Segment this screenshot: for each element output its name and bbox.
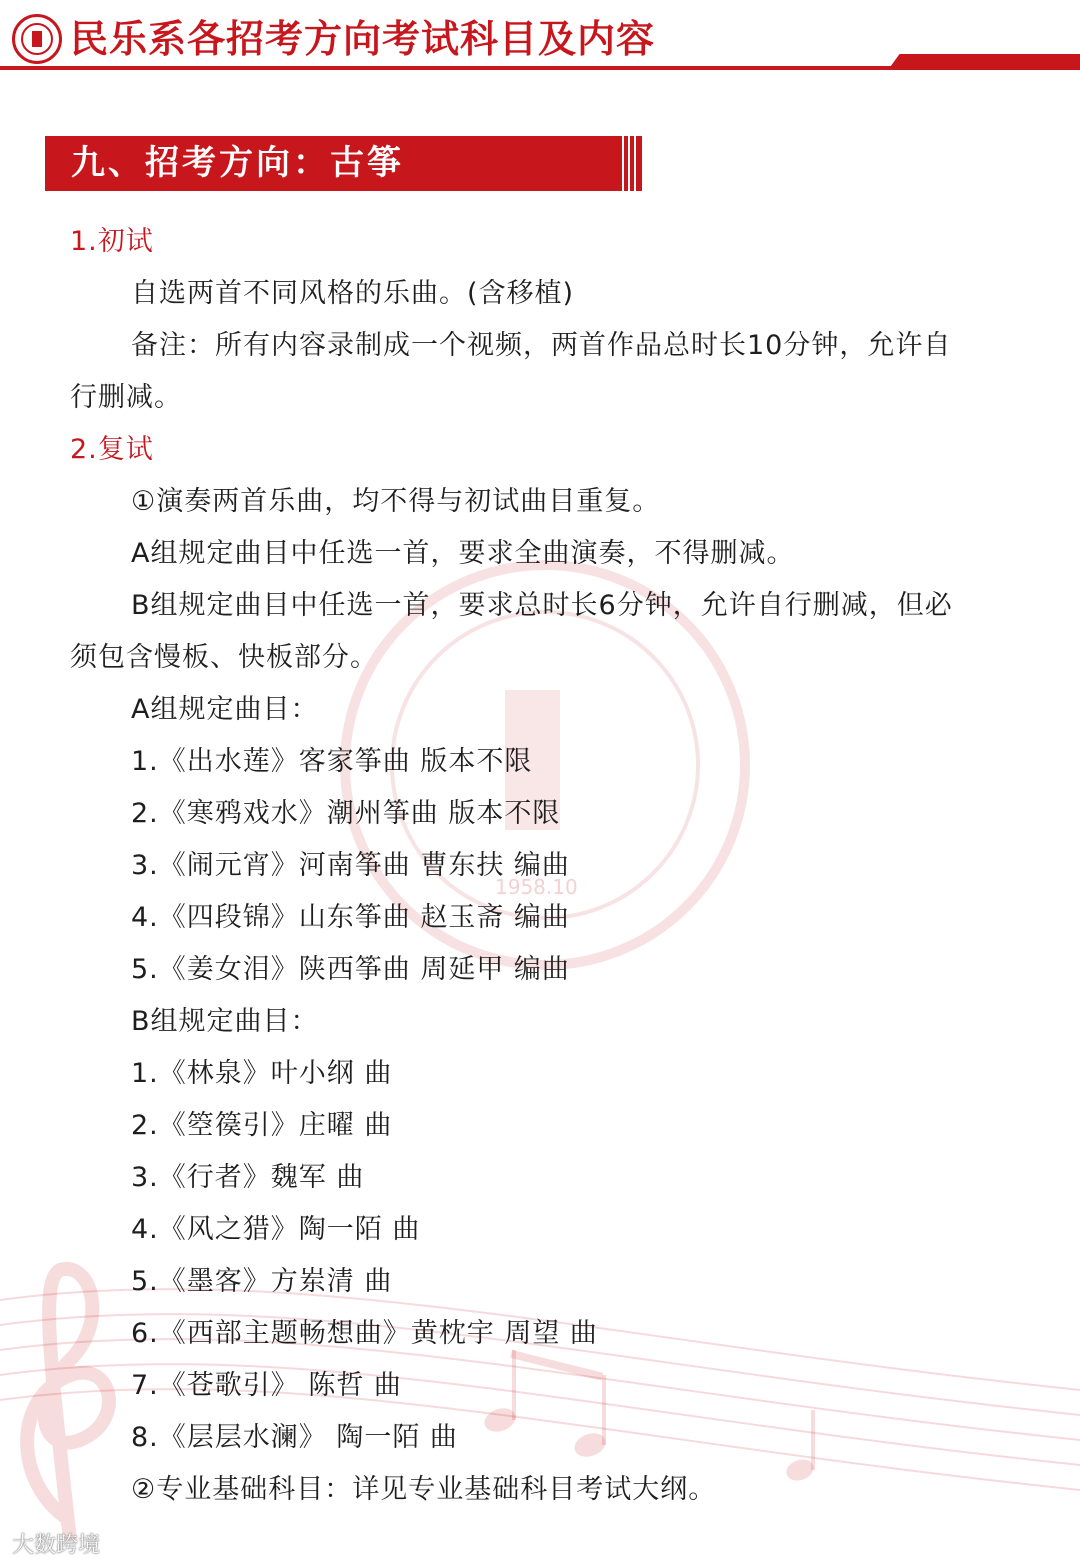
page-title: 民乐系各招考方向考试科目及内容 <box>70 16 656 61</box>
retest-line: A组规定曲目中任选一首，要求全曲演奏，不得删减。 <box>131 538 795 569</box>
group-b-item: 5.《墨客》方岽清 曲 <box>131 1266 393 1297</box>
section-title: 九、招考方向：古筝 <box>71 143 404 183</box>
retest-heading: 2.复试 <box>70 434 154 465</box>
group-a-item: 1.《出水莲》客家筝曲 版本不限 <box>131 746 533 777</box>
banner-stripes <box>620 136 642 191</box>
group-b-item: 6.《西部主题畅想曲》黄枕宇 周望 曲 <box>131 1318 598 1349</box>
basic-subject-note: ②专业基础科目：详见专业基础科目考试大纲。 <box>131 1474 717 1505</box>
group-a-item: 5.《姜女泪》陕西筝曲 周延甲 编曲 <box>131 954 570 985</box>
group-b-item: 8.《层层水澜》 陶一陌 曲 <box>131 1422 458 1453</box>
retest-line: ①演奏两首乐曲，均不得与初试曲目重复。 <box>131 486 661 517</box>
group-b-item: 4.《风之猎》陶一陌 曲 <box>131 1214 421 1245</box>
retest-line: 须包含慢板、快板部分。 <box>70 642 378 673</box>
watermark-seal-year: 1958.10 <box>495 875 578 899</box>
preliminary-heading: 1.初试 <box>70 226 154 257</box>
footer-watermark: 大数跨境 <box>12 1533 101 1558</box>
group-a-item: 4.《四段锦》山东筝曲 赵玉斋 编曲 <box>131 902 570 933</box>
group-b-item: 1.《林泉》叶小纲 曲 <box>131 1058 393 1089</box>
preliminary-line: 备注：所有内容录制成一个视频，两首作品总时长10分钟，允许自 <box>131 330 952 361</box>
preliminary-line: 行删减。 <box>70 382 182 413</box>
header-divider <box>0 66 1080 70</box>
section-banner <box>45 136 642 191</box>
group-a-item: 2.《寒鸦戏水》潮州筝曲 版本不限 <box>131 798 561 829</box>
group-b-title: B组规定曲目： <box>131 1006 319 1037</box>
group-b-item: 2.《箜篌引》庄曜 曲 <box>131 1110 393 1141</box>
retest-line: B组规定曲目中任选一首，要求总时长6分钟，允许自行删减，但必 <box>131 590 953 621</box>
school-emblem-icon <box>12 14 62 64</box>
page-header <box>0 0 1080 80</box>
treble-clef-icon <box>27 1269 109 1540</box>
preliminary-line: 自选两首不同风格的乐曲。(含移植) <box>131 278 575 309</box>
group-b-item: 3.《行者》魏军 曲 <box>131 1162 365 1193</box>
group-a-title: A组规定曲目： <box>131 694 319 725</box>
group-a-item: 3.《闹元宵》河南筝曲 曹东扶 编曲 <box>131 850 570 881</box>
group-b-item: 7.《苍歌引》 陈哲 曲 <box>131 1370 402 1401</box>
